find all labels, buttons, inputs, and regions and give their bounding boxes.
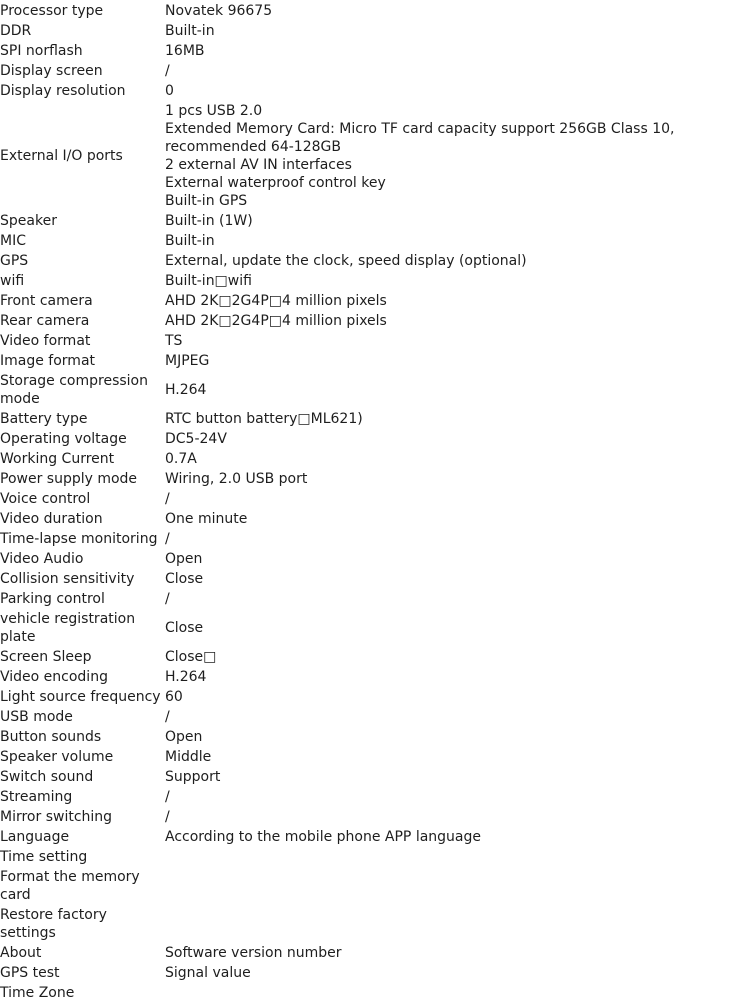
spec-value [165,847,750,867]
spec-table [0,1,750,1003]
spec-value-line: Built-in GPS [165,193,248,209]
spec-label: Time Zone [0,985,75,1001]
spec-label: Front camera [0,293,93,309]
spec-label: Collision sensitivity [0,571,135,587]
spec-row [0,943,750,963]
spec-label: Screen Sleep [0,649,92,665]
spec-label: MIC [0,233,26,249]
spec-row [0,409,750,429]
spec-value: Built-in [165,233,215,249]
spec-row [0,747,750,767]
spec-row [0,231,750,251]
spec-value: Novatek 96675 [165,3,273,19]
spec-row [0,549,750,569]
spec-label: Display resolution [0,83,126,99]
spec-value: Built-in□wifi [165,273,252,289]
spec-label: Streaming [0,789,73,805]
spec-value: / [165,809,170,825]
spec-label: Format the memory card [0,869,140,903]
spec-value: 0 [165,83,174,99]
spec-value: Built-in (1W) [165,213,253,229]
spec-label: About [0,945,42,961]
spec-label: GPS [0,253,29,269]
spec-label: Speaker [0,213,57,229]
spec-row [0,489,750,509]
spec-label: Mirror switching [0,809,113,825]
spec-value: One minute [165,511,248,527]
spec-label: Language [0,829,70,845]
spec-value: AHD 2K□2G4P□4 million pixels [165,293,387,309]
spec-table-body [0,1,750,1003]
spec-value: Support [165,769,221,785]
spec-row [0,211,750,231]
spec-row [0,905,750,943]
spec-row [0,807,750,827]
spec-value: / [165,789,170,805]
spec-label: Light source frequency [0,689,161,705]
spec-row [0,351,750,371]
spec-row [0,1,750,21]
spec-value: MJPEG [165,353,210,369]
spec-row [0,311,750,331]
spec-value [165,983,750,1003]
spec-value: Open [165,551,203,567]
spec-value: / [165,491,170,507]
spec-value: 0.7A [165,451,197,467]
spec-value [165,905,750,943]
spec-label: Power supply mode [0,471,138,487]
spec-value [165,867,750,905]
spec-value: 60 [165,689,183,705]
spec-value: Close□ [165,649,217,665]
spec-label: Time-lapse monitoring [0,531,158,547]
spec-row [0,647,750,667]
spec-row [0,963,750,983]
spec-value: TS [165,333,183,349]
spec-row [0,767,750,787]
spec-row [0,81,750,101]
spec-label: Switch sound [0,769,94,785]
spec-label: wifi [0,273,25,289]
spec-row [0,569,750,589]
spec-row [0,727,750,747]
spec-value: 16MB [165,43,205,59]
spec-label: Video duration [0,511,103,527]
spec-value: Software version number [165,945,342,961]
spec-value: H.264 [165,669,207,685]
spec-label: DDR [0,23,32,39]
spec-label: Rear camera [0,313,90,329]
spec-value-line: External waterproof control key [165,175,386,191]
spec-value: / [165,709,170,725]
spec-label: vehicle registration plate [0,611,136,645]
spec-value: H.264 [165,382,207,398]
spec-row [0,291,750,311]
spec-row [0,449,750,469]
spec-row [0,469,750,489]
spec-label: Working Current [0,451,115,467]
spec-label: SPI norflash [0,43,83,59]
spec-value: RTC button battery□ML621) [165,411,363,427]
spec-value-line: 2 external AV IN interfaces [165,157,352,173]
spec-label: Processor type [0,3,104,19]
spec-label: Battery type [0,411,88,427]
spec-label: Storage compression mode [0,373,148,407]
spec-value-line: Extended Memory Card: Micro TF card capacity support 256GB Class 10, recommended 64-128GB [165,121,675,155]
spec-value: DC5-24V [165,431,227,447]
spec-label: USB mode [0,709,73,725]
spec-label: Speaker volume [0,749,114,765]
spec-row [0,847,750,867]
spec-value: Open [165,729,203,745]
spec-label: Video format [0,333,91,349]
spec-row [0,251,750,271]
spec-value-multiline [165,101,750,211]
spec-value: / [165,531,170,547]
spec-value: Signal value [165,965,251,981]
spec-label: Time setting [0,849,88,865]
spec-row [0,609,750,647]
spec-label: Video encoding [0,669,108,685]
spec-label: Button sounds [0,729,102,745]
spec-value: Close [165,571,204,587]
spec-row [0,589,750,609]
spec-row [0,983,750,1003]
spec-label: Image format [0,353,96,369]
spec-value: Built-in [165,23,215,39]
spec-row [0,429,750,449]
spec-row [0,371,750,409]
spec-value: Middle [165,749,212,765]
spec-row [0,61,750,81]
spec-row [0,707,750,727]
spec-label: GPS test [0,965,60,981]
spec-row [0,787,750,807]
spec-row [0,271,750,291]
spec-value: According to the mobile phone APP language [165,829,482,845]
spec-row [0,687,750,707]
spec-value: / [165,591,170,607]
spec-row [0,867,750,905]
spec-row [0,509,750,529]
spec-label: Video Audio [0,551,84,567]
spec-row [0,529,750,549]
spec-row [0,41,750,61]
spec-label: Display screen [0,63,103,79]
spec-value-line: 1 pcs USB 2.0 [165,103,263,119]
spec-row [0,667,750,687]
spec-row [0,21,750,41]
spec-label: Voice control [0,491,91,507]
spec-row [0,331,750,351]
spec-label: Parking control [0,591,105,607]
spec-row [0,827,750,847]
spec-label: External I/O ports [0,148,123,164]
spec-row [0,101,750,211]
spec-value: Wiring, 2.0 USB port [165,471,308,487]
spec-value: External, update the clock, speed display (optional) [165,253,527,269]
spec-label: Restore factory settings [0,907,107,941]
spec-label: Operating voltage [0,431,127,447]
spec-value: Close [165,620,204,636]
spec-value: AHD 2K□2G4P□4 million pixels [165,313,387,329]
spec-value: / [165,63,170,79]
